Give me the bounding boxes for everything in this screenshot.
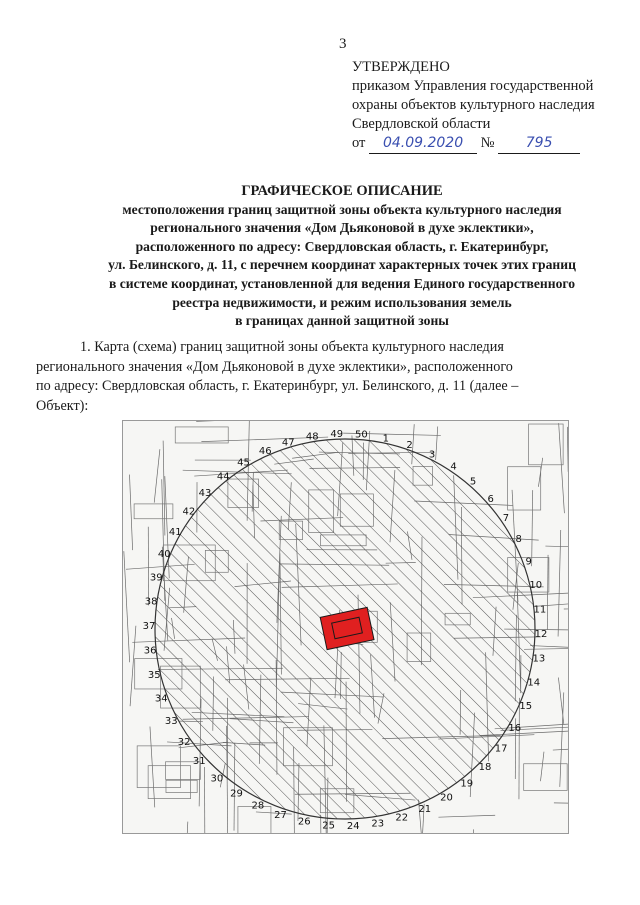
basemap-line <box>473 829 474 833</box>
from-prefix: от <box>352 135 366 151</box>
paragraph-line: по адресу: Свердловская область, г. Екатеринбург, ул. Белинского, д. 11 (далее – <box>36 378 519 395</box>
basemap-line <box>130 475 133 551</box>
point-label-4: 4 <box>450 461 457 473</box>
point-label-16: 16 <box>508 723 522 734</box>
point-label-18: 18 <box>478 762 492 774</box>
point-label-9: 9 <box>525 556 532 568</box>
point-label-13: 13 <box>532 653 546 665</box>
title-line: реестра недвижимости, и режим использования земель <box>172 294 512 310</box>
point-label-3: 3 <box>428 449 436 461</box>
point-label-41: 41 <box>168 527 182 538</box>
basemap-line <box>559 423 565 513</box>
basemap-line <box>553 748 568 750</box>
point-label-29: 29 <box>230 788 243 800</box>
basemap-line <box>554 803 568 805</box>
point-label-35: 35 <box>147 669 161 681</box>
map-canvas <box>123 421 568 833</box>
point-label-2: 2 <box>406 439 413 451</box>
point-label-34: 34 <box>154 693 168 705</box>
point-label-15: 15 <box>519 701 533 712</box>
point-label-10: 10 <box>529 580 543 592</box>
basemap-parcel <box>529 424 564 465</box>
basemap-line <box>163 441 165 536</box>
point-label-31: 31 <box>192 756 206 768</box>
basemap-parcel <box>166 780 197 792</box>
basemap-line <box>567 427 568 472</box>
point-label-17: 17 <box>494 743 508 755</box>
point-label-8: 8 <box>515 534 522 546</box>
basemap-parcel <box>175 427 228 443</box>
point-label-28: 28 <box>251 800 265 812</box>
point-label-7: 7 <box>502 513 510 525</box>
point-label-48: 48 <box>305 431 319 443</box>
approval-line-3: Свердловской области <box>352 116 491 132</box>
number-prefix: № <box>480 135 495 151</box>
protection-zone-map <box>122 420 569 834</box>
point-label-12: 12 <box>534 629 548 641</box>
basemap-line <box>183 822 188 833</box>
title-line: регионального значения «Дом Дьяконовой в духе эклектики», <box>150 220 534 236</box>
point-label-30: 30 <box>210 773 224 785</box>
point-label-14: 14 <box>527 677 541 689</box>
approval-heading: УТВЕРЖДЕНО <box>352 59 450 75</box>
point-label-43: 43 <box>198 487 212 499</box>
point-label-37: 37 <box>142 620 156 632</box>
approval-date: 04.09.2020 <box>382 135 464 151</box>
approval-date-line <box>352 134 632 154</box>
point-label-50: 50 <box>355 429 368 441</box>
point-label-39: 39 <box>149 572 163 584</box>
basemap-line <box>150 727 155 808</box>
point-label-20: 20 <box>440 792 453 804</box>
point-label-47: 47 <box>281 437 295 449</box>
point-label-36: 36 <box>143 645 157 657</box>
point-label-38: 38 <box>144 596 158 608</box>
basemap-line <box>436 427 438 460</box>
approval-number: 795 <box>525 135 553 151</box>
point-label-32: 32 <box>177 736 191 748</box>
point-label-40: 40 <box>157 549 171 560</box>
basemap-line <box>532 490 533 566</box>
basemap-line <box>540 752 543 781</box>
point-label-5: 5 <box>469 476 477 488</box>
paragraph-line: регионального значения «Дом Дьяконовой в духе эклектики», расположенного <box>36 358 513 375</box>
point-label-42: 42 <box>182 506 196 518</box>
point-label-6: 6 <box>487 493 494 505</box>
basemap-parcel <box>137 746 180 788</box>
approval-line-2: охраны объектов культурного наследия <box>352 97 595 113</box>
title-line: в границах данной защитной зоны <box>235 313 449 329</box>
page-number: 3 <box>339 36 347 52</box>
point-label-27: 27 <box>274 810 287 822</box>
point-label-49: 49 <box>330 429 344 441</box>
approval-number-field <box>498 134 580 154</box>
paragraph-line: 1. Карта (схема) границ защитной зоны объекта культурного наследия <box>80 339 504 355</box>
point-label-46: 46 <box>258 445 272 457</box>
title-line: расположенного по адресу: Свердловская область, г. Екатеринбург, <box>135 238 549 254</box>
basemap-parcel <box>148 766 190 799</box>
basemap-line <box>545 546 568 548</box>
title-line: в системе координат, установленной для ведения Единого государственного <box>108 275 575 291</box>
basemap-line <box>558 530 561 636</box>
basemap-line <box>558 678 563 724</box>
point-label-45: 45 <box>237 457 250 469</box>
point-label-24: 24 <box>346 820 360 832</box>
point-label-44: 44 <box>216 471 230 483</box>
point-label-33: 33 <box>164 715 178 727</box>
basemap-line <box>154 449 160 502</box>
basemap-line <box>438 815 495 817</box>
point-label-23: 23 <box>371 818 385 830</box>
title-line: ул. Белинского, д. 11, с перечнем координат характерных точек этих границ <box>108 257 576 273</box>
approval-line-1: приказом Управления государственной <box>352 78 594 94</box>
point-label-22: 22 <box>395 812 409 824</box>
paragraph-line: Объект): <box>36 397 89 414</box>
point-label-1: 1 <box>382 433 389 445</box>
point-label-21: 21 <box>418 804 432 816</box>
point-label-19: 19 <box>460 778 474 790</box>
point-label-26: 26 <box>297 816 311 828</box>
document-title <box>40 182 640 331</box>
paragraph-1 <box>36 338 618 416</box>
point-label-11: 11 <box>533 604 547 616</box>
basemap-line <box>124 551 130 662</box>
approval-date-field <box>369 134 477 154</box>
point-label-25: 25 <box>322 820 335 832</box>
basemap-parcel <box>134 504 173 519</box>
title-line: местоположения границ защитной зоны объекта культурного наследия <box>122 201 562 217</box>
approval-stamp <box>352 58 632 154</box>
title-main: ГРАФИЧЕСКОЕ ОПИСАНИЕ <box>241 183 443 199</box>
